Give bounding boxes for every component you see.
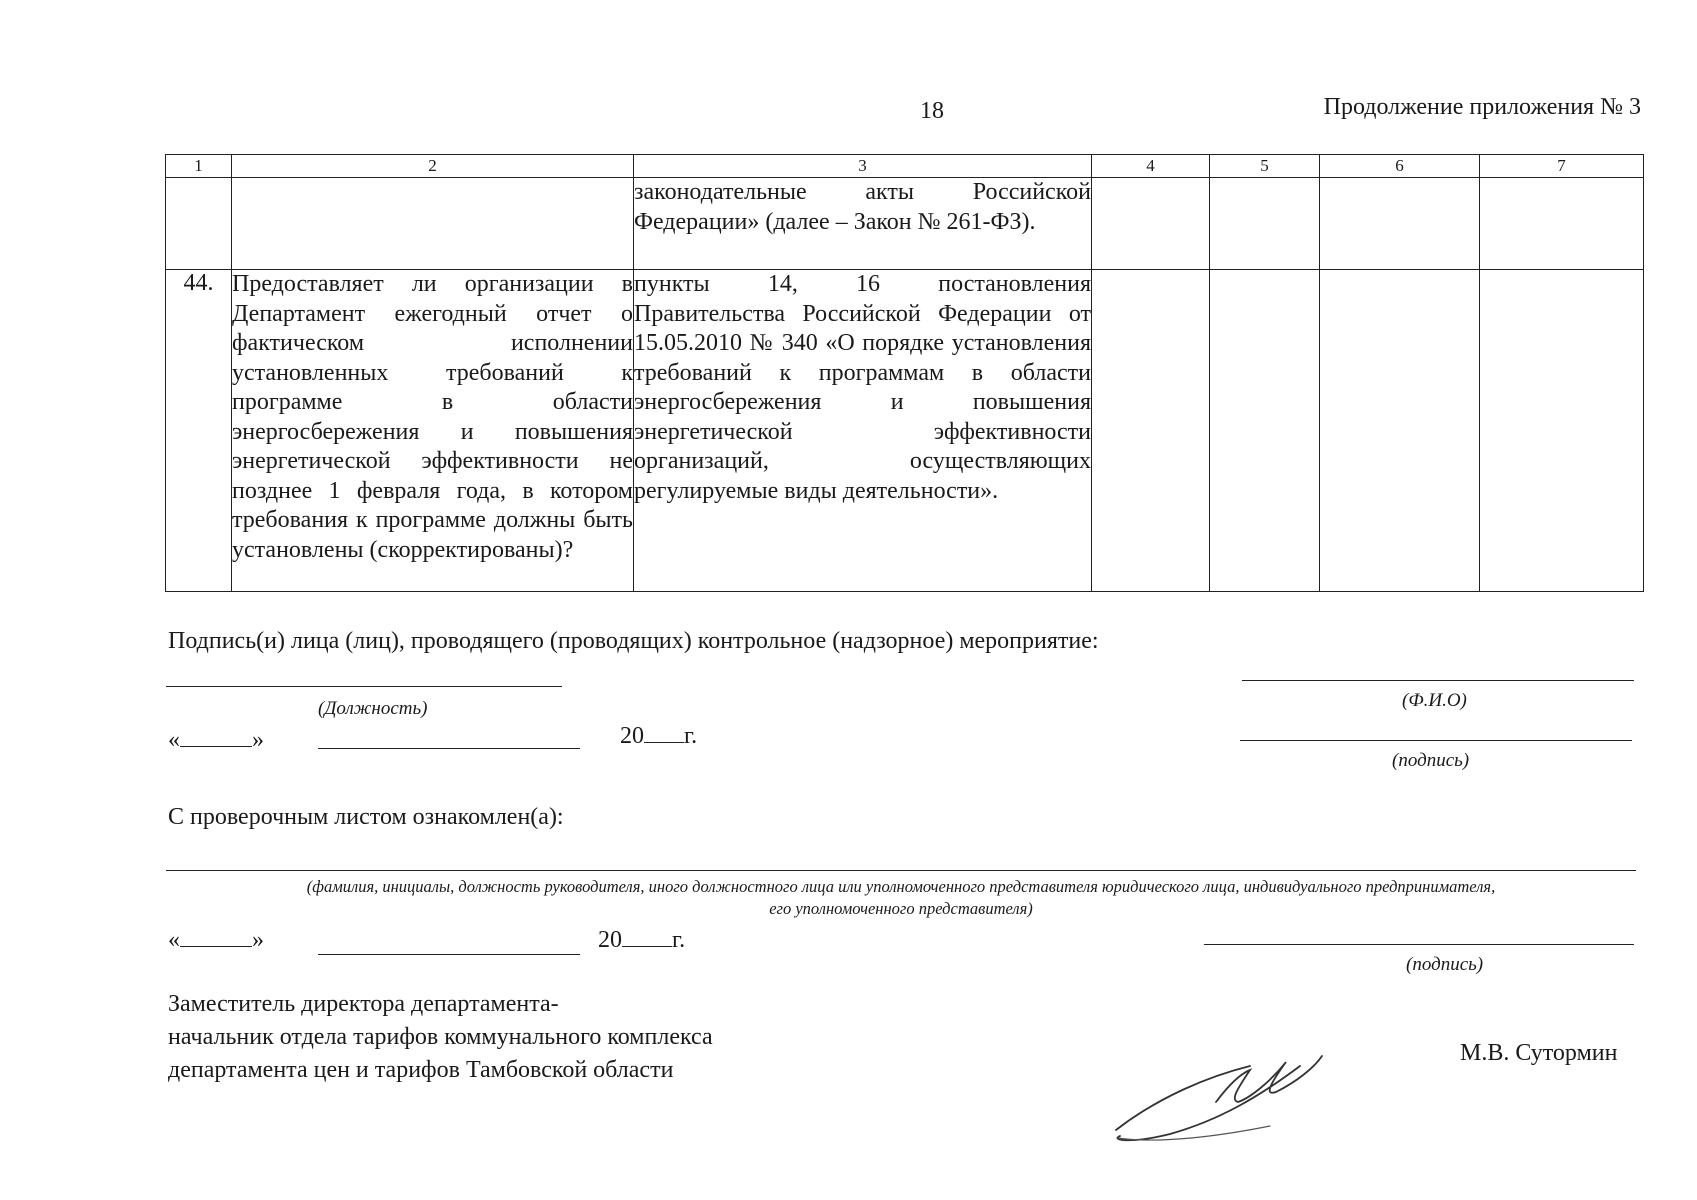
page-number: 18 — [920, 98, 944, 124]
acquaintance-year-field[interactable] — [598, 926, 685, 954]
reference-cell: пункты 14, 16 постановления Правительства Российской Федерации от 15.05.2010 № 340 «О порядке установления требований к программам в области энергосбережения и повышения энергетической эффективности организаций, осуществляющих регулируемые виды деятельности». — [634, 270, 1092, 592]
checklist-table — [165, 154, 1644, 592]
position-label: (Должность) — [318, 698, 428, 719]
table-row — [166, 270, 1644, 592]
fio-label: (Ф.И.О) — [1402, 690, 1467, 711]
table-header-row — [166, 155, 1644, 178]
date-field[interactable] — [168, 726, 276, 754]
signatory-title-line3: департамента цен и тарифов Тамбовской области — [168, 1057, 674, 1083]
year-blank[interactable] — [622, 926, 672, 947]
answer-cell[interactable] — [1092, 270, 1210, 592]
answer-cell[interactable] — [1320, 178, 1480, 270]
date-open-quote: « — [168, 927, 180, 953]
signatory-title-line1: Заместитель директора департамента- — [168, 991, 559, 1017]
signer-name: М.В. Сутормин — [1460, 1040, 1618, 1066]
column-header: 5 — [1210, 155, 1320, 178]
year-prefix: 20 — [598, 927, 622, 953]
fio-line[interactable] — [1242, 680, 1634, 681]
acquaintance-caption-line2: его уполномоченного представителя) — [769, 899, 1033, 918]
acquaintance-caption-line1: (фамилия, инициалы, должность руководителя, иного должностного лица или уполномоченного представителя юридического лица, индивидуального предпринимателя, — [306, 877, 1496, 896]
answer-cell[interactable] — [1480, 270, 1644, 592]
acquaintance-date-field[interactable] — [168, 926, 276, 954]
day-blank[interactable] — [180, 726, 252, 747]
signature-line[interactable] — [1240, 740, 1632, 741]
answer-cell[interactable] — [1210, 270, 1320, 592]
year-field[interactable] — [620, 722, 697, 750]
column-header: 4 — [1092, 155, 1210, 178]
acquaintance-signature-line[interactable] — [1204, 944, 1634, 945]
date-close-quote: » — [252, 727, 264, 753]
year-suffix: г. — [684, 723, 698, 749]
acquaintance-month-line[interactable] — [318, 954, 580, 955]
column-header: 1 — [166, 155, 232, 178]
column-header: 3 — [634, 155, 1092, 178]
signature-label: (подпись) — [1392, 750, 1470, 771]
signatory-title — [168, 988, 713, 1087]
acquaintance-signature-label: (подпись) — [1406, 954, 1484, 975]
acquaintance-line[interactable] — [166, 870, 1636, 871]
reference-cell: законодательные акты Российской Федерации» (далее – Закон № 261-ФЗ). — [634, 178, 1092, 270]
year-prefix: 20 — [620, 723, 644, 749]
position-line[interactable] — [166, 686, 562, 687]
row-number — [166, 178, 232, 270]
month-line[interactable] — [318, 748, 580, 749]
signatory-title-line2: начальник отдела тарифов коммунального комплекса — [168, 1024, 713, 1050]
acquaintance-title: С проверочным листом ознакомлен(а): — [168, 804, 564, 830]
column-header: 2 — [232, 155, 634, 178]
acquaintance-caption — [166, 876, 1636, 920]
answer-cell[interactable] — [1210, 178, 1320, 270]
answer-cell[interactable] — [1320, 270, 1480, 592]
answer-cell[interactable] — [1092, 178, 1210, 270]
column-header: 6 — [1320, 155, 1480, 178]
day-blank[interactable] — [180, 926, 252, 947]
question-cell: Предоставляет ли организации в Департамент ежегодный отчет о фактическом исполнении установленных требований к программе в области энергосбережения и повышения энергетической эффективности не позднее 1 февраля года, в котором требования к программе должны быть установлены (скорректированы)? — [232, 270, 634, 592]
question-cell — [232, 178, 634, 270]
date-close-quote: » — [252, 927, 264, 953]
year-blank[interactable] — [644, 722, 684, 743]
handwritten-signature — [1100, 1026, 1340, 1156]
appendix-title: Продолжение приложения № 3 — [1323, 94, 1641, 120]
answer-cell[interactable] — [1480, 178, 1644, 270]
table-row — [166, 178, 1644, 270]
signature-block-title: Подпись(и) лица (лиц), проводящего (проводящих) контрольное (надзорное) мероприятие: — [168, 628, 1099, 654]
row-number: 44. — [166, 270, 232, 592]
date-open-quote: « — [168, 727, 180, 753]
year-suffix: г. — [672, 927, 686, 953]
column-header: 7 — [1480, 155, 1644, 178]
